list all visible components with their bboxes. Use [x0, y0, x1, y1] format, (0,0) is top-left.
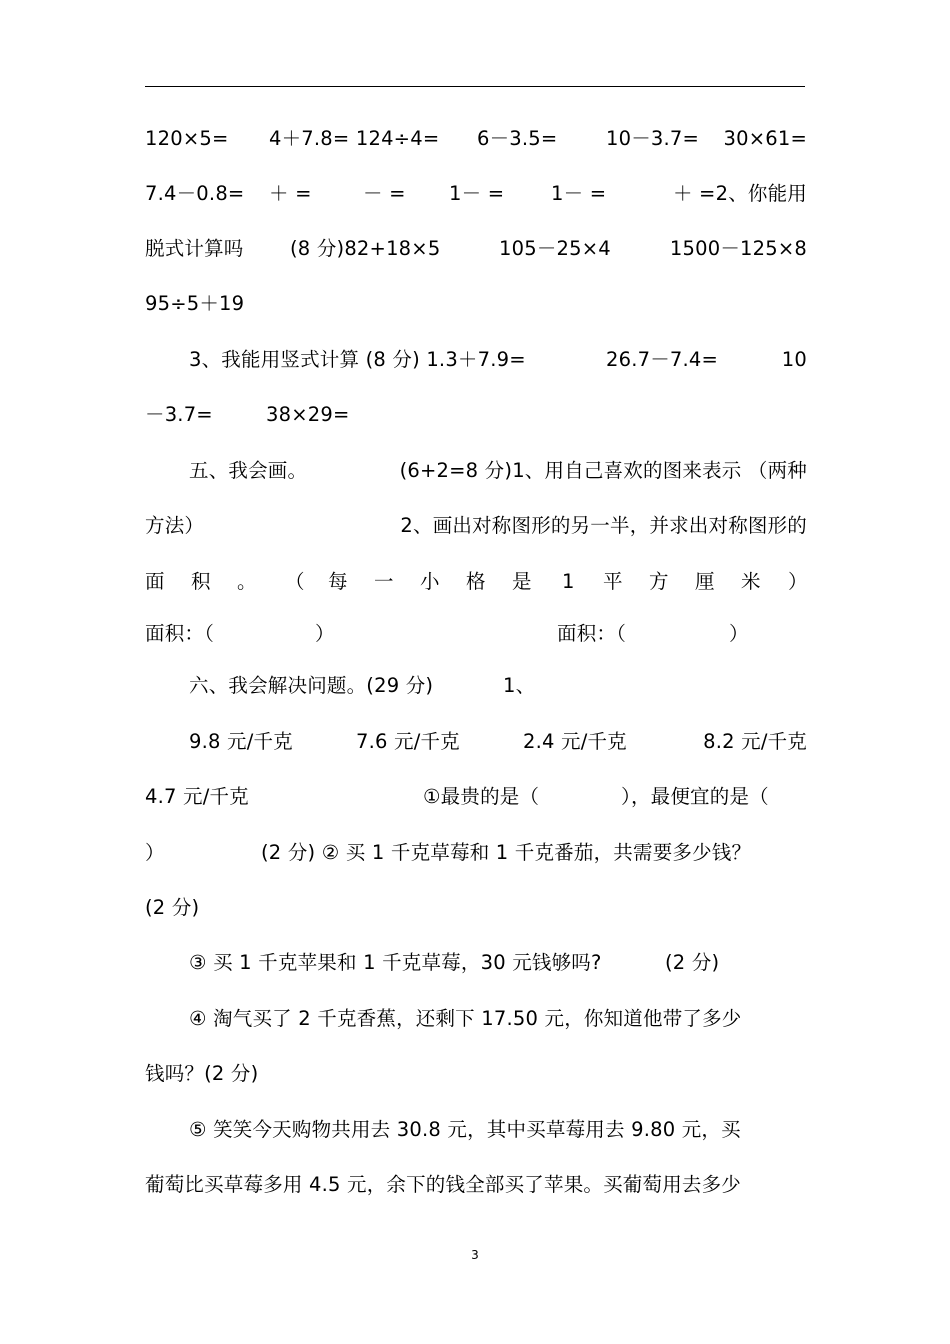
text-segment: 8.2 元/千克	[703, 730, 807, 753]
text-segment: 10－3.7=	[606, 127, 700, 150]
text-segment: 7.6 元/千克	[356, 730, 460, 753]
text-segment: 3、我能用竖式计算 (8 分) 1.3＋7.9=	[189, 348, 526, 371]
text-line	[145, 124, 807, 154]
text-segment: 30×61=	[723, 127, 807, 150]
text-segment: 26.7－7.4=	[606, 348, 719, 371]
text-segment: 面积：（	[145, 622, 215, 645]
text-segment: ＋ =2、你能用	[672, 182, 807, 205]
text-segment: 4＋7.8= 124÷4=	[269, 127, 440, 150]
text-segment: （	[285, 570, 305, 593]
text-segment: 7.4－0.8=	[145, 182, 245, 205]
text-line	[145, 567, 807, 597]
text-segment: ）	[788, 570, 808, 593]
text-segment: 脱式计算吗	[145, 237, 244, 260]
text-segment: 厘	[695, 570, 715, 593]
text-segment: 6－3.5=	[477, 127, 558, 150]
text-line	[145, 456, 807, 486]
text-segment: 105－25×4	[499, 237, 611, 260]
text-line	[145, 727, 807, 757]
text-segment: 1500－125×8	[669, 237, 807, 260]
text-segment: 2、画出对称图形的另一半，并求出对称图形的	[400, 514, 807, 537]
text-segment: 一	[374, 570, 394, 593]
text-segment: 六、我会解决问题。(29 分)	[189, 674, 434, 697]
text-segment: 是	[512, 570, 532, 593]
text-line	[145, 838, 807, 868]
text-segment: ），最便宜的是（	[621, 785, 769, 808]
text-segment: 120×5=	[145, 127, 229, 150]
text-segment: (6+2=8 分)1、用自己喜欢的图来表示 （两种	[399, 459, 807, 482]
text-line	[145, 1170, 807, 1200]
text-segment: 方	[649, 570, 669, 593]
text-segment: 小	[420, 570, 440, 593]
text-segment: ）	[315, 622, 335, 645]
text-segment: 葡萄比买草莓多用 4.5 元，余下的钱全部买了苹果。买葡萄用去多少	[145, 1173, 742, 1196]
text-segment: 平	[603, 570, 623, 593]
text-segment: (2 分)	[665, 951, 720, 974]
text-segment: 每	[328, 570, 348, 593]
text-segment: 95÷5＋19	[145, 292, 245, 315]
text-segment: 米	[741, 570, 761, 593]
text-line	[145, 782, 807, 812]
text-segment: －3.7=	[145, 403, 213, 426]
text-segment: 9.8 元/千克	[189, 730, 293, 753]
text-line	[145, 619, 807, 649]
text-segment: 积	[191, 570, 211, 593]
text-line	[145, 345, 807, 375]
text-segment: (2 分) ② 买 1 千克草莓和 1 千克番茄，共需要多少钱？	[261, 841, 752, 864]
text-line	[145, 511, 807, 541]
text-segment: ）	[729, 622, 749, 645]
text-segment: 1－ =	[449, 182, 505, 205]
text-line	[145, 289, 807, 319]
text-segment: 钱吗？(2 分)	[145, 1062, 259, 1085]
text-segment: － =	[363, 182, 406, 205]
text-segment: 10	[781, 348, 807, 371]
text-segment: (2 分)	[145, 896, 200, 919]
text-segment: ①最贵的是（	[423, 785, 540, 808]
text-line	[145, 893, 807, 923]
header-rule	[145, 86, 805, 87]
text-line	[145, 400, 807, 430]
text-segment: ⑤ 笑笑今天购物共用去 30.8 元，其中买草莓用去 9.80 元，买	[189, 1118, 741, 1141]
text-segment: (8 分)82+18×5	[290, 237, 441, 260]
text-segment: 2.4 元/千克	[523, 730, 627, 753]
text-segment: 1	[562, 570, 575, 593]
text-segment: ③ 买 1 千克苹果和 1 千克草莓，30 元钱够吗?	[189, 951, 602, 974]
text-segment: 1－ =	[551, 182, 607, 205]
text-segment: 。	[237, 570, 257, 593]
text-line	[145, 179, 807, 209]
page-number: 3	[471, 1248, 479, 1262]
text-segment: 面	[145, 570, 165, 593]
text-segment: 方法）	[145, 514, 205, 537]
text-segment: 面积：（	[557, 622, 627, 645]
text-segment: 1、	[503, 674, 536, 697]
text-segment: 38×29=	[266, 403, 350, 426]
text-segment: 4.7 元/千克	[145, 785, 249, 808]
text-line	[145, 1004, 807, 1034]
text-segment: 格	[466, 570, 486, 593]
text-line	[145, 1115, 807, 1145]
text-segment: ）	[145, 841, 165, 864]
text-line	[145, 234, 807, 264]
text-line	[145, 671, 807, 701]
text-line	[145, 1059, 807, 1089]
text-segment: 五、我会画。	[189, 459, 308, 482]
text-segment: ④ 淘气买了 2 千克香蕉，还剩下 17.50 元，你知道他带了多少	[189, 1007, 742, 1030]
text-line	[145, 948, 807, 978]
text-segment: ＋ =	[269, 182, 312, 205]
